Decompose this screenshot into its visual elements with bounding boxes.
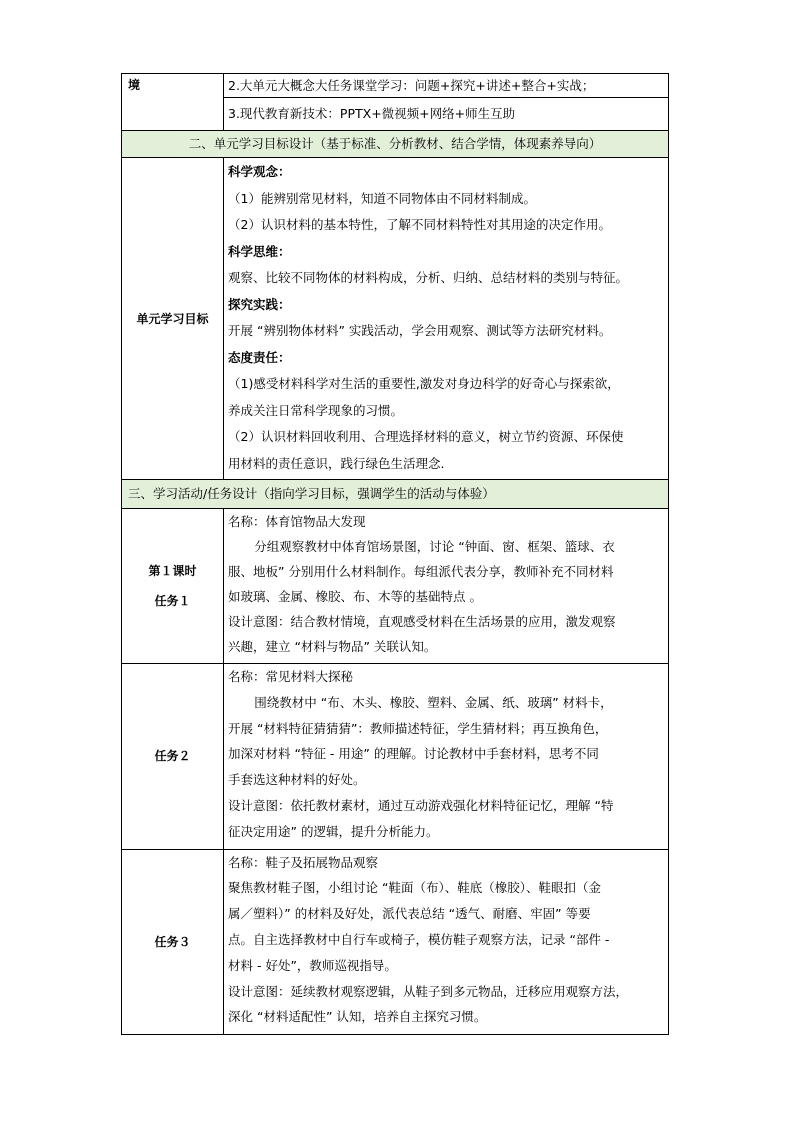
task-text-line: 征决定用途” 的逻辑，提升分析能力。 [228, 823, 439, 839]
task-label-line: 任务２ [154, 749, 191, 764]
task-3-label [122, 849, 224, 1035]
task-text-line: 服、地板” 分别用什么材料制作。每组派代表分享，教师补充不同材料 [228, 564, 614, 579]
task-label-line: 任务１ [154, 594, 191, 608]
goal-text: 用材料的责任意识，践行绿色生活理念. [228, 455, 445, 471]
task-text-line: 手套选这种材料的好处。 [228, 772, 366, 788]
section2-header-row [122, 131, 669, 158]
task-text-line: 设计意图：延续教材观察逻辑，从鞋子到多元物品，迁移应用观察方法， [228, 983, 629, 999]
goals-content [224, 158, 669, 480]
task-text-line: 设计意图：依托教材素材，通过互动游戏强化材料特征记忆，理解 “特 [228, 797, 614, 813]
lesson-plan-table [121, 73, 669, 1035]
env-line-3: 3.现代教育新技术：PPTX+微视频+网络+师生互助 [224, 98, 669, 131]
task-text-line: 设计意图：结合教材情境，直观感受材料在生活场景的应用，激发观察 [228, 614, 616, 629]
task-text-line: 属／塑料）” 的材料及好处，派代表总结 “透气、耐磨、牢固” 等要 [228, 906, 591, 922]
task-text-line: 如玻璃、金属、橡胶、布、木等的基础特点 。 [228, 589, 482, 604]
task-1-content [224, 509, 669, 664]
task-text-line: 名称：体育馆物品大发现 [228, 514, 366, 529]
task-1-label [122, 509, 224, 664]
task-2-content [224, 664, 669, 850]
goal-text: （1）能辨别常见材料，知道不同物体由不同材料制成。 [228, 190, 536, 206]
task-2-label [122, 664, 224, 850]
goal-text: （2）认识材料的基本特性，了解不同材料特性对其用途的决定作用。 [228, 217, 611, 232]
task-text-line: 材料 - 好处”，教师巡视指导。 [228, 957, 397, 973]
task-label-line: 任务３ [154, 934, 191, 949]
task-3-content [224, 849, 669, 1035]
task-text-line: 深化 “材料适配性” 认知，培养自主探究习惯。 [228, 1009, 487, 1025]
goals-label: 单元学习目标 [122, 158, 224, 480]
goal-heading: 探究实践： [228, 296, 291, 312]
section2-header: 二、单元学习目标设计（基于标准、分析教材、结合学情，体现素养导向） [122, 131, 669, 158]
env-line-2: 2.大单元大概念大任务课堂学习：问题+探究+讲述+整合+实战； [224, 74, 669, 98]
task-text-line: 兴趣，建立 “材料与物品” 关联认知。 [228, 639, 437, 654]
task-text-line: 名称：鞋子及拓展物品观察 [228, 854, 379, 870]
task-row-3 [122, 849, 669, 1035]
goal-text: （2）认识材料回收利用、合理选择材料的意义，树立节约资源、环保使 [228, 429, 624, 444]
task-text-line: 围绕教材中 “布、木头、橡胶、塑料、金属、纸、玻璃” 材料卡， [254, 694, 613, 710]
task-text-line: 名称：常见材料大探秘 [228, 669, 354, 684]
goal-text: 开展 “辨别物体材料” 实践活动，学会用观察、测试等方法研究材料。 [228, 323, 612, 338]
task-text-line: 聚焦教材鞋子图，小组讨论 “鞋面（布）、鞋底（橡胶）、鞋眼扣（金 [228, 880, 601, 896]
task-text-line: 开展 “材料特征猜猜猜”：教师描述特征，学生猜材料；再互换角色， [228, 720, 608, 736]
goal-text: 观察、比较不同物体的材料构成，分析、归纳、总结材料的类别与特征。 [228, 270, 629, 285]
goal-text: （1)感受材料科学对生活的重要性,激发对身边科学的好奇心与探索欲， [228, 376, 620, 391]
task-text-line: 点。自主选择教材中自行车或椅子，模仿鞋子观察方法，记录 “部件 - [228, 931, 610, 947]
task-text-line: 分组观察教材中体育馆场景图，讨论 “钟面、窗、框架、篮球、衣 [254, 539, 615, 554]
section3-header-row [122, 480, 669, 509]
task-row-1 [122, 509, 669, 664]
goal-heading: 科学观念： [228, 164, 291, 179]
section3-header: 三、学习活动/任务设计（指向学习目标，强调学生的活动与体验） [122, 480, 669, 509]
goal-heading: 科学思维： [228, 243, 291, 259]
goal-heading: 态度责任： [228, 349, 291, 365]
env-label: 境 [122, 74, 224, 131]
goal-text: 养成关注日常科学现象的习惯。 [228, 402, 404, 418]
lesson-plan-page [121, 73, 668, 1035]
env-row [122, 74, 669, 98]
goals-row [122, 158, 669, 480]
task-text-line: 加深对材料 “特征 - 用途” 的理解。讨论教材中手套材料，思考不同 [228, 746, 599, 762]
task-label-line: 第１课时 [148, 564, 197, 578]
task-row-2 [122, 664, 669, 850]
